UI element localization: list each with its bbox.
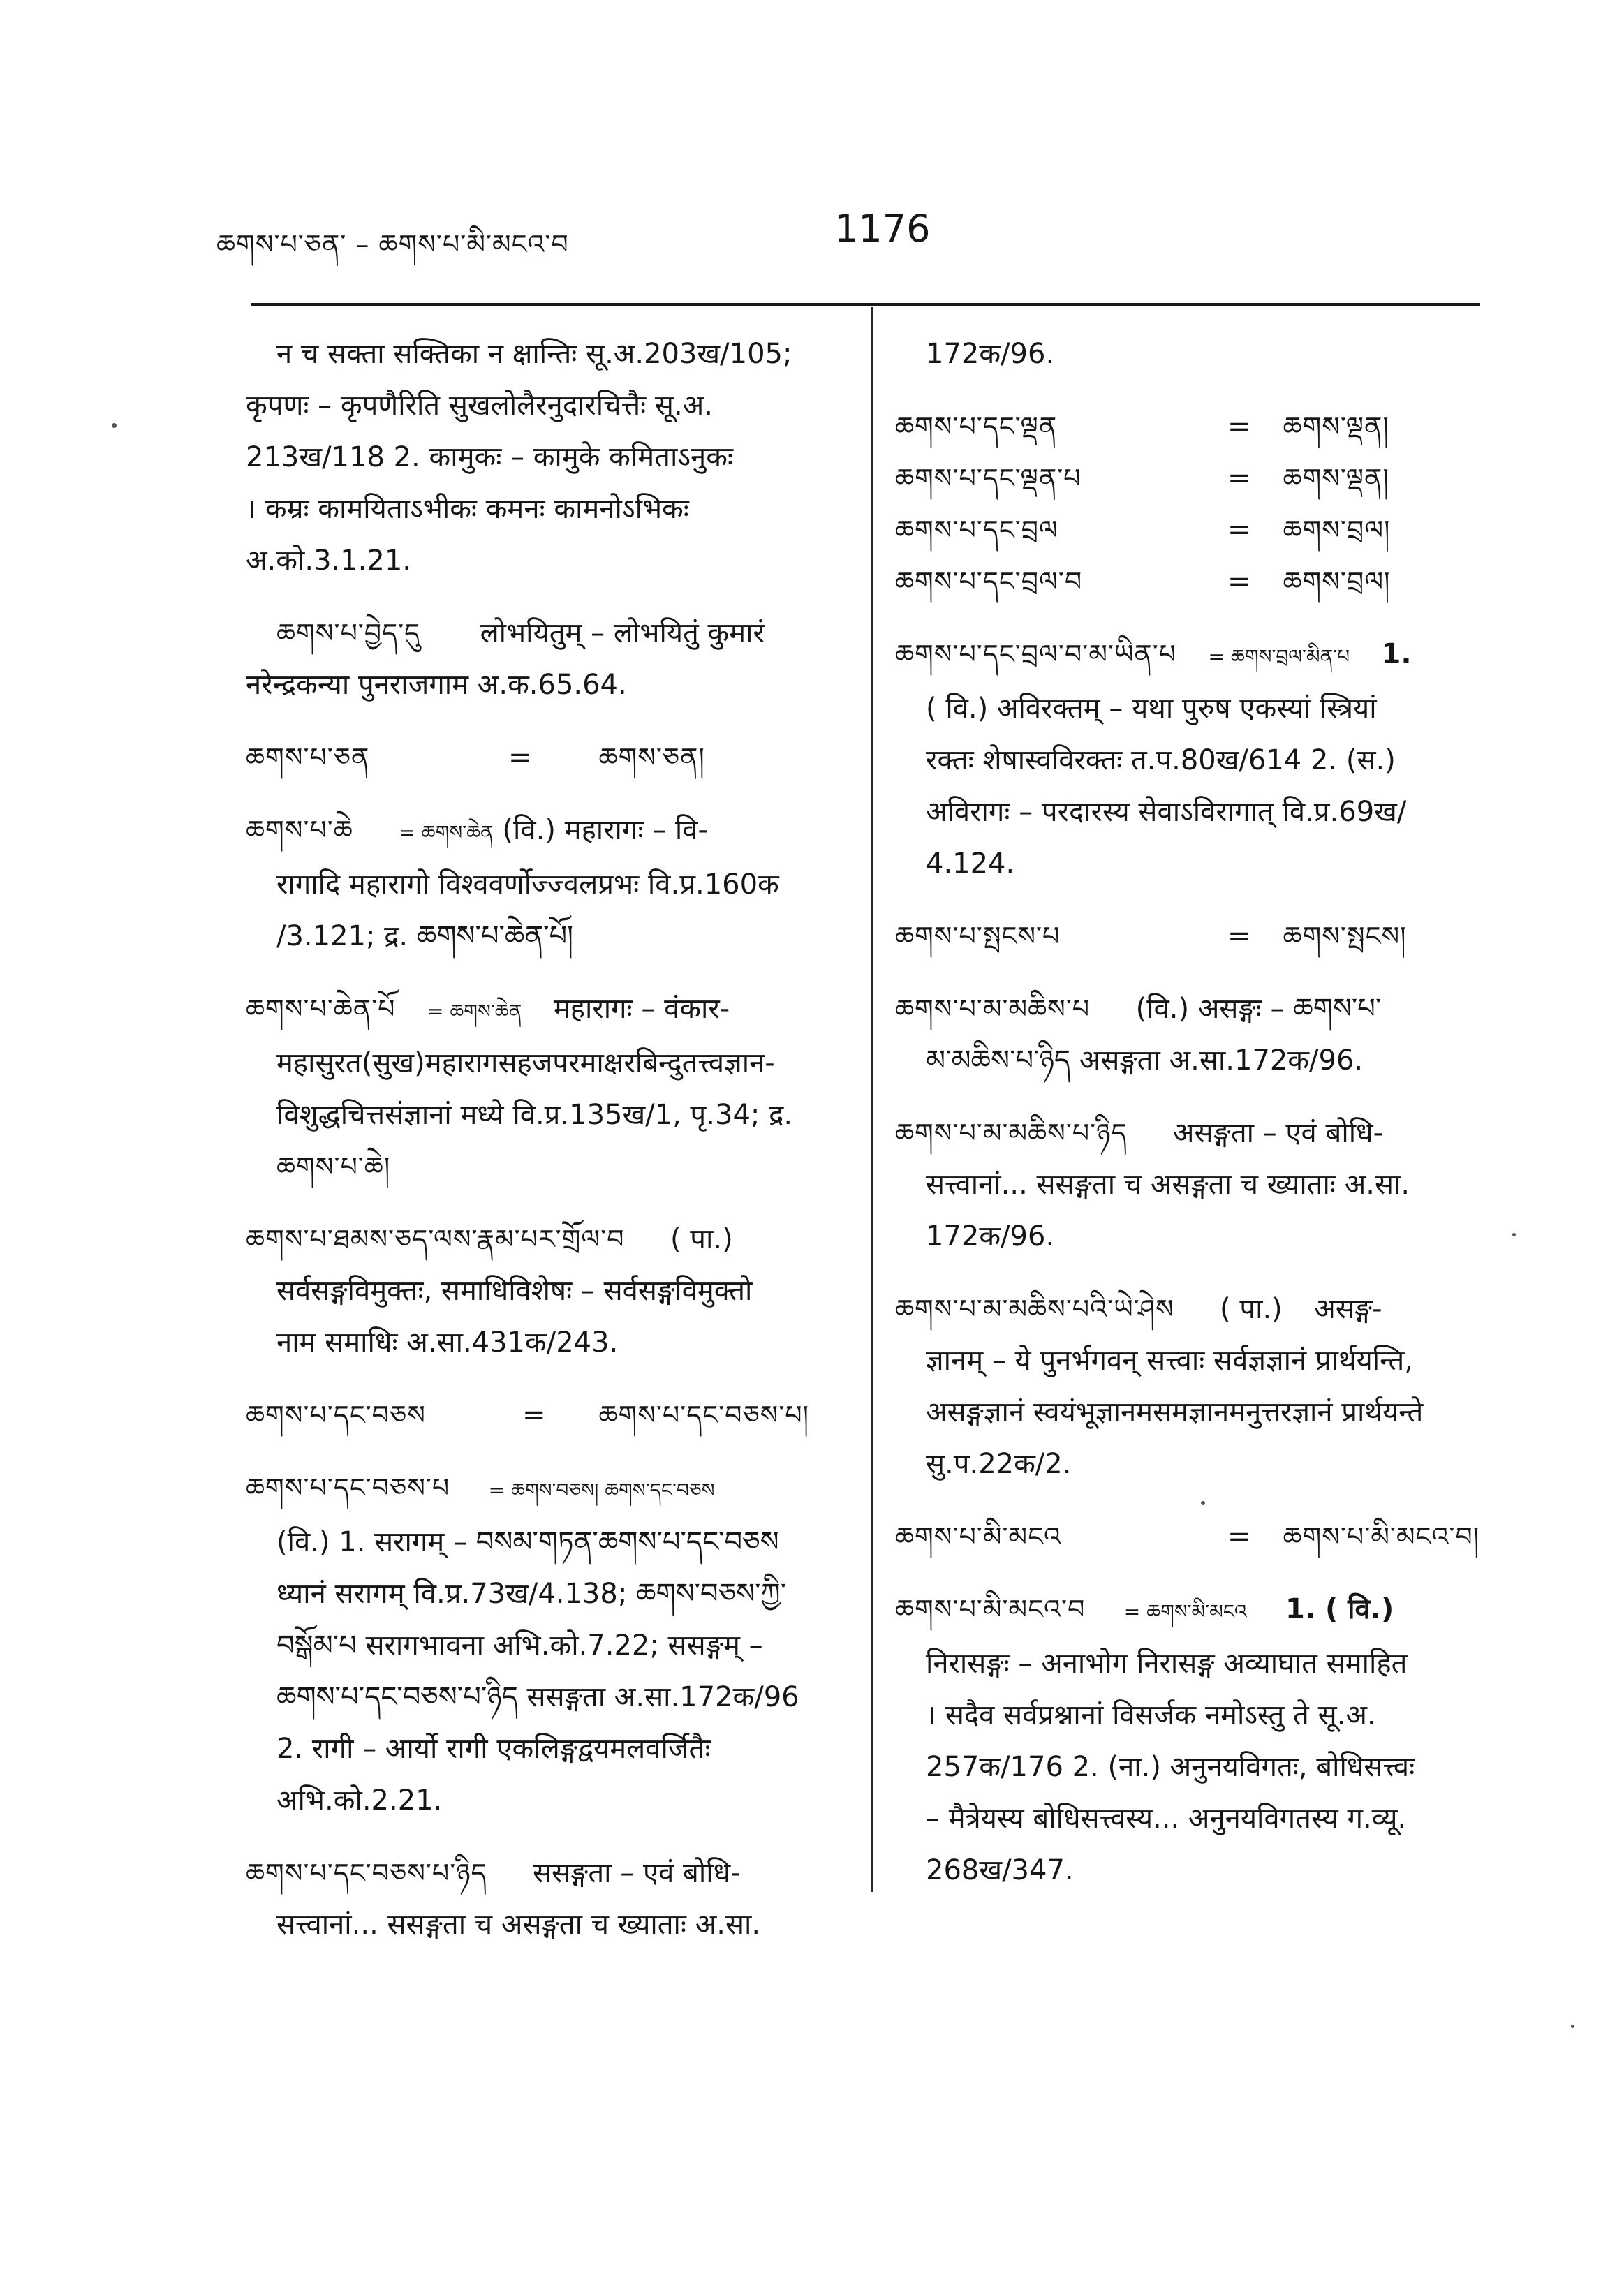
dictionary-entry [246, 1462, 846, 1826]
headword: ཆགས་པ་སྤངས་པ [895, 921, 1061, 952]
definition-text: 257क/176 2. (ना.) अनुनयविगतः, बोधिसत्त्वः [926, 1751, 1415, 1783]
cross-reference: ཆགས་ཅན། [598, 742, 705, 773]
dictionary-entry [895, 1511, 1496, 1562]
dictionary-entry [895, 1283, 1496, 1490]
category-tag: ( पा.) [1220, 1293, 1283, 1325]
equivalence-row [895, 556, 1496, 607]
equals-sign: = [1227, 514, 1251, 546]
definition-text: བསྒོམ་པ सरागभावना अभि.को.7.22; ससङ्गम् – [276, 1629, 763, 1662]
headword: ཆགས་པ་དང་ལྡན་པ [895, 463, 1082, 494]
column-divider [871, 307, 873, 1892]
headword: ཆགས་པ་དང་བྲལ་བ་མ་ཡིན་པ [895, 639, 1177, 670]
cross-reference: ཆགས་སྤངས། [1283, 921, 1407, 952]
definition-text: लोभयितुम् – लोभयितुं कुमारं [480, 617, 765, 649]
cross-reference: ཆགས་པ་མི་མངའ་བ། [1283, 1521, 1480, 1552]
scan-speck [1571, 2025, 1574, 2028]
definition-text: ཆགས་པ་དང་བཅས་པ་ཉིད ससङ्गता अ.सा.172क/96 [276, 1681, 799, 1713]
definition-text: ज्ञानम् – ये पुनर्भगवन् सत्त्वाः सर्वज्ञज्ञानं प्रार्थयन्ति, [926, 1345, 1413, 1377]
equals-sign: = [508, 741, 532, 774]
definition-text: – मैत्रेयस्य बोधिसत्त्वस्य... अनुनयविगतस्य ग.व्यू. [926, 1803, 1407, 1835]
cross-reference: ཆགས་ལྡན། [1283, 463, 1389, 494]
equals-sign: = [522, 1399, 546, 1431]
headword: ཆགས་པ་དང་བྲལ་བ [895, 566, 1083, 597]
definition-text: 2. रागी – आर्यो रागी एकलिङ्गद्वयमलवर्जितैः [276, 1733, 711, 1765]
definition-text: नाम समाधिः अ.सा.431क/243. [276, 1326, 619, 1359]
continuation-entry [246, 328, 846, 586]
text-line: कृपणः – कृपणैरिति सुखलोलैरनुदारचित्तैः सू.अ. [246, 390, 713, 422]
definition-text: रागादि महारागो विश्ववर्णोज्ज्वलप्रभः वि.प्र.160क [276, 868, 779, 901]
scan-speck [1512, 1233, 1516, 1236]
definition-text: 268ख/347. [926, 1854, 1074, 1886]
variant-reference: = ཆགས་བཅས། ཆགས་དང་བཅས [488, 1479, 715, 1502]
left-column [246, 328, 846, 1972]
text-line: 213ख/118 2. कामुकः – कामुके कमिताऽनुकः [246, 441, 733, 473]
cross-reference: ཆགས་པ་དང་བཅས་པ། [598, 1400, 810, 1430]
dictionary-entry [246, 1847, 846, 1951]
variant-reference: = ཆགས་མི་མངའ [1123, 1600, 1247, 1623]
definition-text: (वि.) असङ्गः – ཆགས་པ་ [1135, 993, 1382, 1025]
dictionary-entry [246, 1213, 846, 1368]
variant-reference: = ཆགས་ཆེན [399, 821, 494, 844]
cross-reference: ཆགས་བྲལ། [1283, 566, 1391, 597]
definition-text: रक्तः शेषास्वविरक्तः त.प.80ख/614 2. (स.) [926, 744, 1396, 776]
definition-text: (वि.) महारागः – वि- [502, 814, 708, 846]
definition-text: ཆགས་པ་ཆེ། [276, 1151, 391, 1182]
headword: ཆགས་པ་མ་མཆིས་པའི་ཡེ་ཤེས [895, 1294, 1174, 1324]
headword: ཆགས་པ་ཅན [246, 742, 370, 773]
right-column [895, 328, 1496, 1917]
definition-text: ध्यानं सरागम् वि.प्र.73ख/4.138; ཆགས་བཅས་ཀྱི་ [276, 1578, 787, 1610]
category-tag: ( पा.) [670, 1223, 733, 1255]
headword: ཆགས་པ་མ་མཆིས་པ་ཉིད [895, 1118, 1128, 1148]
headword: ཆགས་པ་མི་མངའ་བ [895, 1594, 1086, 1625]
definition-text: निरासङ्गः – अनाभोग निरासङ्ग अव्याघात समाहित [926, 1648, 1408, 1680]
definition-text: ससङ्गता – एवं बोधि- [532, 1857, 741, 1889]
text-line: । कम्रः कामयिताऽभीकः कमनः कामनोऽभिकः [246, 493, 689, 525]
definition-text: महारागः – वंकार- [553, 993, 730, 1025]
dictionary-entry [895, 910, 1496, 962]
headword: ཆགས་པ་ཆེན་པོ [246, 993, 396, 1024]
headword: ཆགས་པ་དང་བཅས་པ་ཉིད [246, 1858, 487, 1888]
sense-number: 1. ( वि.) [1285, 1593, 1394, 1625]
cross-reference: ཆགས་བྲལ། [1283, 515, 1391, 545]
dictionary-entry [895, 983, 1496, 1086]
page-number: 1176 [834, 207, 931, 251]
headword: ཆགས་པ་དང་བཅས་པ [246, 1472, 450, 1503]
equivalence-list [895, 401, 1496, 607]
dictionary-entry [895, 628, 1496, 889]
equals-sign: = [1227, 1521, 1251, 1553]
text-line: 172क/96. [926, 338, 1055, 370]
text-line: न च सक्ता सक्तिका न क्षान्तिः सू.अ.203ख/105; [276, 338, 792, 370]
equivalence-row [895, 452, 1496, 504]
definition-text: 172क/96. [926, 1220, 1055, 1252]
definition-text: /3.121; द्र. ཆགས་པ་ཆེན་པོ། [276, 920, 574, 952]
dictionary-entry [246, 607, 846, 711]
running-header: ཆགས་པ་ཅན་ – ཆགས་པ་མི་མངའ་བ [216, 229, 569, 260]
equals-sign: = [1227, 565, 1251, 598]
scan-speck [112, 423, 117, 428]
dictionary-entry [246, 983, 846, 1192]
definition-text: सत्त्वानां... ससङ्गता च असङ्गता च ख्याताः अ.सा. [276, 1909, 761, 1941]
equals-sign: = [1227, 920, 1251, 952]
dictionary-entry [246, 804, 846, 962]
headword: ཆགས་པ་དང་བཅས [246, 1400, 426, 1430]
equals-sign: = [1227, 411, 1251, 443]
equivalence-row [895, 504, 1496, 556]
definition-text: । सदैव सर्वप्रश्नानां विसर्जक नमोऽस्तु ते सू.अ. [926, 1699, 1376, 1731]
dictionary-entry [246, 732, 846, 783]
header-rule [251, 303, 1480, 306]
headword: ཆགས་པ་བྱེད་དུ [276, 618, 421, 649]
equivalence-row [895, 401, 1496, 452]
headword: ཆགས་པ་ཐམས་ཅད་ལས་རྣམ་པར་གྲོལ་བ [246, 1224, 625, 1255]
dictionary-entry [895, 1583, 1496, 1896]
headword: ཆགས་པ་དང་བྲལ [895, 515, 1058, 545]
definition-text: མ་མཆིས་པ་ཉིད असङ्गता अ.सा.172क/96. [926, 1044, 1364, 1077]
equals-sign: = [1227, 462, 1251, 494]
headword: ཆགས་པ་ཆེ [246, 815, 353, 845]
definition-text: असङ्ग- [1314, 1293, 1382, 1325]
definition-text: ( वि.) अविरक्तम् – यथा पुरुष एकस्यां स्त्रियां [926, 693, 1377, 725]
text-line: अ.को.3.1.21. [246, 545, 412, 577]
dictionary-entry [246, 1389, 846, 1441]
headword: ཆགས་པ་དང་ལྡན [895, 411, 1058, 442]
definition-text: सु.प.22क/2. [926, 1448, 1072, 1480]
headword: ཆགས་པ་མི་མངའ [895, 1521, 1061, 1552]
cross-reference: ཆགས་ལྡན། [1283, 411, 1389, 442]
variant-reference: = ཆགས་བྲལ་མིན་པ [1208, 645, 1350, 668]
definition-text: विशुद्धचित्तसंज्ञानां मध्ये वि.प्र.135ख/1, पृ.34; द्र. [276, 1099, 793, 1131]
definition-text: नरेन्द्रकन्या पुनराजगाम अ.क.65.64. [246, 669, 627, 701]
definition-text: अभि.को.2.21. [276, 1784, 443, 1817]
definition-text: महासुरत(सुख)महारागसहजपरमाक्षरबिन्दुतत्त्वज्ञान- [276, 1047, 775, 1079]
scan-speck [1201, 1501, 1205, 1505]
continuation-entry [895, 328, 1496, 380]
sense-number: 1. [1381, 638, 1412, 670]
definition-text: असङ्गता – एवं बोधि- [1172, 1117, 1384, 1149]
headword: ཆགས་པ་མ་མཆིས་པ [895, 993, 1091, 1024]
definition-text: 4.124. [926, 848, 1015, 880]
dictionary-entry [895, 1107, 1496, 1262]
definition-text: सर्वसङ्गविमुक्तः, समाधिविशेषः – सर्वसङ्गविमुक्तो [276, 1275, 753, 1307]
definition-text: सत्त्वानां... ससङ्गता च असङ्गता च ख्याताः अ.सा. [926, 1169, 1410, 1201]
definition-text: (वि.) 1. सरागम् – བསམ་གཏན་ཆགས་པ་དང་བཅས [276, 1526, 779, 1558]
variant-reference: = ཆགས་ཆེན [427, 1000, 522, 1023]
definition-text: असङ्गज्ञानं स्वयंभूज्ञानमसमज्ञानमनुत्तरज्ञानं प्रार्थयन्ते [926, 1396, 1424, 1428]
definition-text: अविरागः – परदारस्य सेवाऽविरागात् वि.प्र.69ख/ [926, 796, 1407, 828]
